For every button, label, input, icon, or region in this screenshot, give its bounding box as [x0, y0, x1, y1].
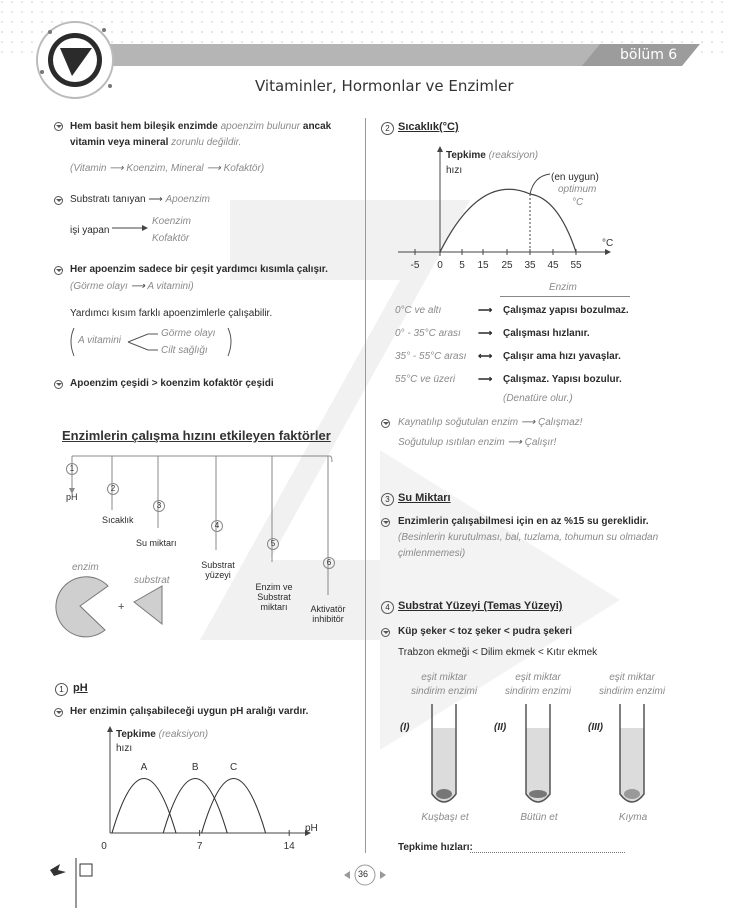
ph-curve	[112, 779, 176, 834]
bullet-1-line1: Hem basit hem bileşik enzimde apoenzim bulunur ancak	[70, 121, 332, 132]
tube-roman: (III)	[588, 722, 603, 733]
tube-label: Kuşbaşı et	[421, 812, 469, 823]
boil-line-1: Kaynatılıp soğutulan enzim ⟶ Çalışmaz!	[398, 417, 583, 428]
ph-curve	[163, 779, 227, 834]
temp-row-right: Çalışmaz. Yapısı bozulur.	[503, 374, 622, 385]
temp-title: Sıcaklık(°C)	[398, 121, 459, 133]
answer-line	[470, 852, 625, 853]
x-tick-label: 55	[570, 260, 582, 271]
factor-label-4: Substrat yüzeyi	[201, 560, 235, 580]
tube-enzyme-label: sindirim enzimi	[598, 686, 666, 697]
factor-num-6: 6	[323, 557, 335, 569]
optimum-arrow	[530, 174, 550, 194]
arrow-icon: ⟶	[478, 305, 493, 316]
test-tube-icon	[524, 700, 564, 810]
factor-label-5: Enzim ve Substrat miktarı	[255, 582, 293, 612]
bullet-icon	[54, 266, 63, 275]
bullet-3-line2: Yardımcı kısım farklı apoenzimlerle çalışabilir.	[70, 308, 273, 319]
ph-curve-label: B	[191, 762, 199, 773]
x-axis-label: pH	[305, 823, 318, 834]
su-bullet: Enzimlerin çalışabilmesi için en az %15 su gereklidir.	[398, 516, 649, 527]
arrow-icon: ⟶	[478, 374, 493, 385]
page-number: 36	[358, 869, 369, 879]
tube-label: Bütün et	[520, 812, 558, 823]
temp-ylabel-1: Tepkime (reaksiyon)	[446, 150, 539, 161]
bullet-1-line2: vitamin veya mineral zorunlu değildir.	[70, 137, 242, 148]
temp-ylabel-2: hızı	[446, 165, 463, 176]
enzim-label: enzim	[72, 562, 99, 573]
tube-enzyme-label: eşit miktar	[421, 672, 467, 683]
tube-enzyme-label: sindirim enzimi	[410, 686, 478, 697]
su-num: 3	[381, 493, 394, 506]
temp-row-left: 0° - 35°C arası	[395, 328, 461, 339]
temp-row-left: 0°C ve altı	[395, 305, 442, 316]
temp-row-right: Çalışır ama hızı yavaşlar.	[503, 351, 621, 362]
bullet-3-line: Her apoenzim sadece bir çeşit yardımcı kısımla çalışır.	[70, 264, 328, 275]
temp-row-right: Çalışması hızlanır.	[503, 328, 590, 339]
substrat-label: substrat	[134, 575, 170, 586]
ph-curve-label: C	[229, 762, 238, 773]
x-tick-label: 5	[459, 260, 465, 271]
su-note-1: (Besinlerin kurutulması, bal, tuzlama, tohumun su olmadan	[398, 532, 659, 543]
tepkime-hizlari: Tepkime hızları:	[398, 842, 473, 853]
bullet-icon	[54, 196, 63, 205]
x-axis-arrow	[605, 249, 611, 255]
x-tick-label: 25	[501, 260, 513, 271]
temperature-chart	[390, 148, 650, 288]
x-tick-label: 0	[437, 260, 443, 271]
temperature-curve	[440, 189, 576, 252]
su-title: Su Miktarı	[398, 492, 451, 504]
x-axis-label: °C	[602, 238, 614, 249]
ph-num: 1	[55, 683, 68, 696]
cilt-label: Cilt sağlığı	[161, 345, 208, 356]
sy-title: Substrat Yüzeyi (Temas Yüzeyi)	[398, 600, 563, 612]
arrow-icon: ⟷	[478, 351, 493, 362]
ph-bullet: Her enzimin çalışabileceği uygun pH aralığı vardır.	[70, 706, 309, 717]
section-label: bölüm 6	[620, 47, 678, 63]
factor-num-3: 3	[153, 500, 165, 512]
tube-enzyme-label: eşit miktar	[515, 672, 561, 683]
factors-title: Enzimlerin çalışma hızını etkileyen faktörler	[62, 428, 331, 443]
ph-chart	[100, 728, 340, 858]
column-divider	[365, 118, 366, 853]
ph-curve-label: A	[140, 762, 148, 773]
kofaktor-label: Kofaktör	[152, 233, 190, 244]
bullet-icon	[54, 708, 63, 717]
enzim-underline	[500, 296, 630, 297]
tube-roman: (II)	[494, 722, 507, 733]
koenzim-label: Koenzim	[152, 216, 191, 227]
bullet-icon	[54, 122, 63, 131]
enzim-header: Enzim	[549, 282, 577, 293]
footer-logo-icon	[50, 858, 120, 918]
bullet-icon	[381, 628, 390, 637]
branch-arrows	[112, 218, 152, 248]
bullet-icon	[54, 380, 63, 389]
sy-bullet: Küp şeker < toz şeker < pudra şekeri	[398, 626, 573, 637]
page-title: Vitaminler, Hormonlar ve Enzimler	[255, 77, 514, 95]
bullet-icon	[381, 518, 390, 527]
tube-enzyme-label: eşit miktar	[609, 672, 655, 683]
factor-label-1: pH	[66, 492, 78, 502]
avit-label: A vitamini	[78, 335, 121, 346]
ph-title: pH	[73, 682, 88, 694]
temp-row-left: 55°C ve üzeri	[395, 374, 456, 385]
arrow-icon: ⟶	[478, 328, 493, 339]
temp-row-left: 35° - 55°C arası	[395, 351, 467, 362]
temp-row-right: Çalışmaz yapısı bozulmaz.	[503, 305, 629, 316]
boil-line-2: Soğutulup ısıtılan enzim ⟶ Çalışır!	[398, 437, 557, 448]
su-note-2: çimlenmemesi)	[398, 548, 466, 559]
tube-enzyme-label: sindirim enzimi	[504, 686, 572, 697]
optimum-3: °C	[572, 197, 584, 208]
enzyme-substrate-icon	[50, 572, 180, 652]
svg-text:+: +	[118, 601, 125, 613]
test-tube-icon	[618, 700, 658, 810]
substrate-recognizer: Substratı tanıyan ⟶ Apoenzim	[70, 194, 210, 205]
factor-num-2: 2	[107, 483, 119, 495]
factor-label-3: Su miktarı	[136, 538, 177, 548]
bullet-1-paren: (Vitamin ⟶ Koenzim, Mineral ⟶ Kofaktör)	[70, 163, 265, 174]
factor-label-2: Sıcaklık	[102, 515, 134, 525]
x-tick-label: 35	[524, 260, 536, 271]
factor-num-5: 5	[267, 538, 279, 550]
bullet-4-line: Apoenzim çeşidi > koenzim kofaktör çeşidi	[70, 378, 274, 389]
factor-item-1: 1	[66, 463, 80, 475]
test-tube-icon	[430, 700, 470, 810]
temp-num: 2	[381, 122, 394, 135]
optimum-2: optimum	[558, 184, 597, 195]
x-tick-label: 15	[477, 260, 489, 271]
ph-curve	[202, 779, 266, 834]
bullet-icon	[381, 419, 390, 428]
x-tick-label: -5	[410, 260, 420, 271]
x-tick-label: 7	[196, 841, 203, 852]
tube-label: Kıyma	[618, 812, 648, 823]
optimum-1: (en uygun)	[551, 172, 599, 183]
bullet-3-example: (Görme olayı ⟶ A vitamini)	[70, 281, 194, 292]
denature-note: (Denatüre olur.)	[503, 393, 573, 404]
ph-chart-ylabel-2: hızı	[116, 743, 133, 754]
x-tick-label: 45	[547, 260, 559, 271]
factor-label-6: Aktivatör inhibitör	[310, 604, 346, 624]
ph-chart-ylabel-1: Tepkime (reaksiyon)	[116, 729, 209, 740]
gorme-label: Görme olayı	[161, 328, 216, 339]
tube-roman: (I)	[400, 722, 410, 733]
sy-bread: Trabzon ekmeği < Dilim ekmek < Kıtır ekmek	[398, 647, 598, 658]
factor-num-4: 4	[211, 520, 223, 532]
worker-label: işi yapan	[70, 225, 110, 236]
x-tick-label: 14	[283, 841, 295, 852]
sy-num: 4	[381, 601, 394, 614]
x-tick-label: 0	[101, 841, 107, 852]
